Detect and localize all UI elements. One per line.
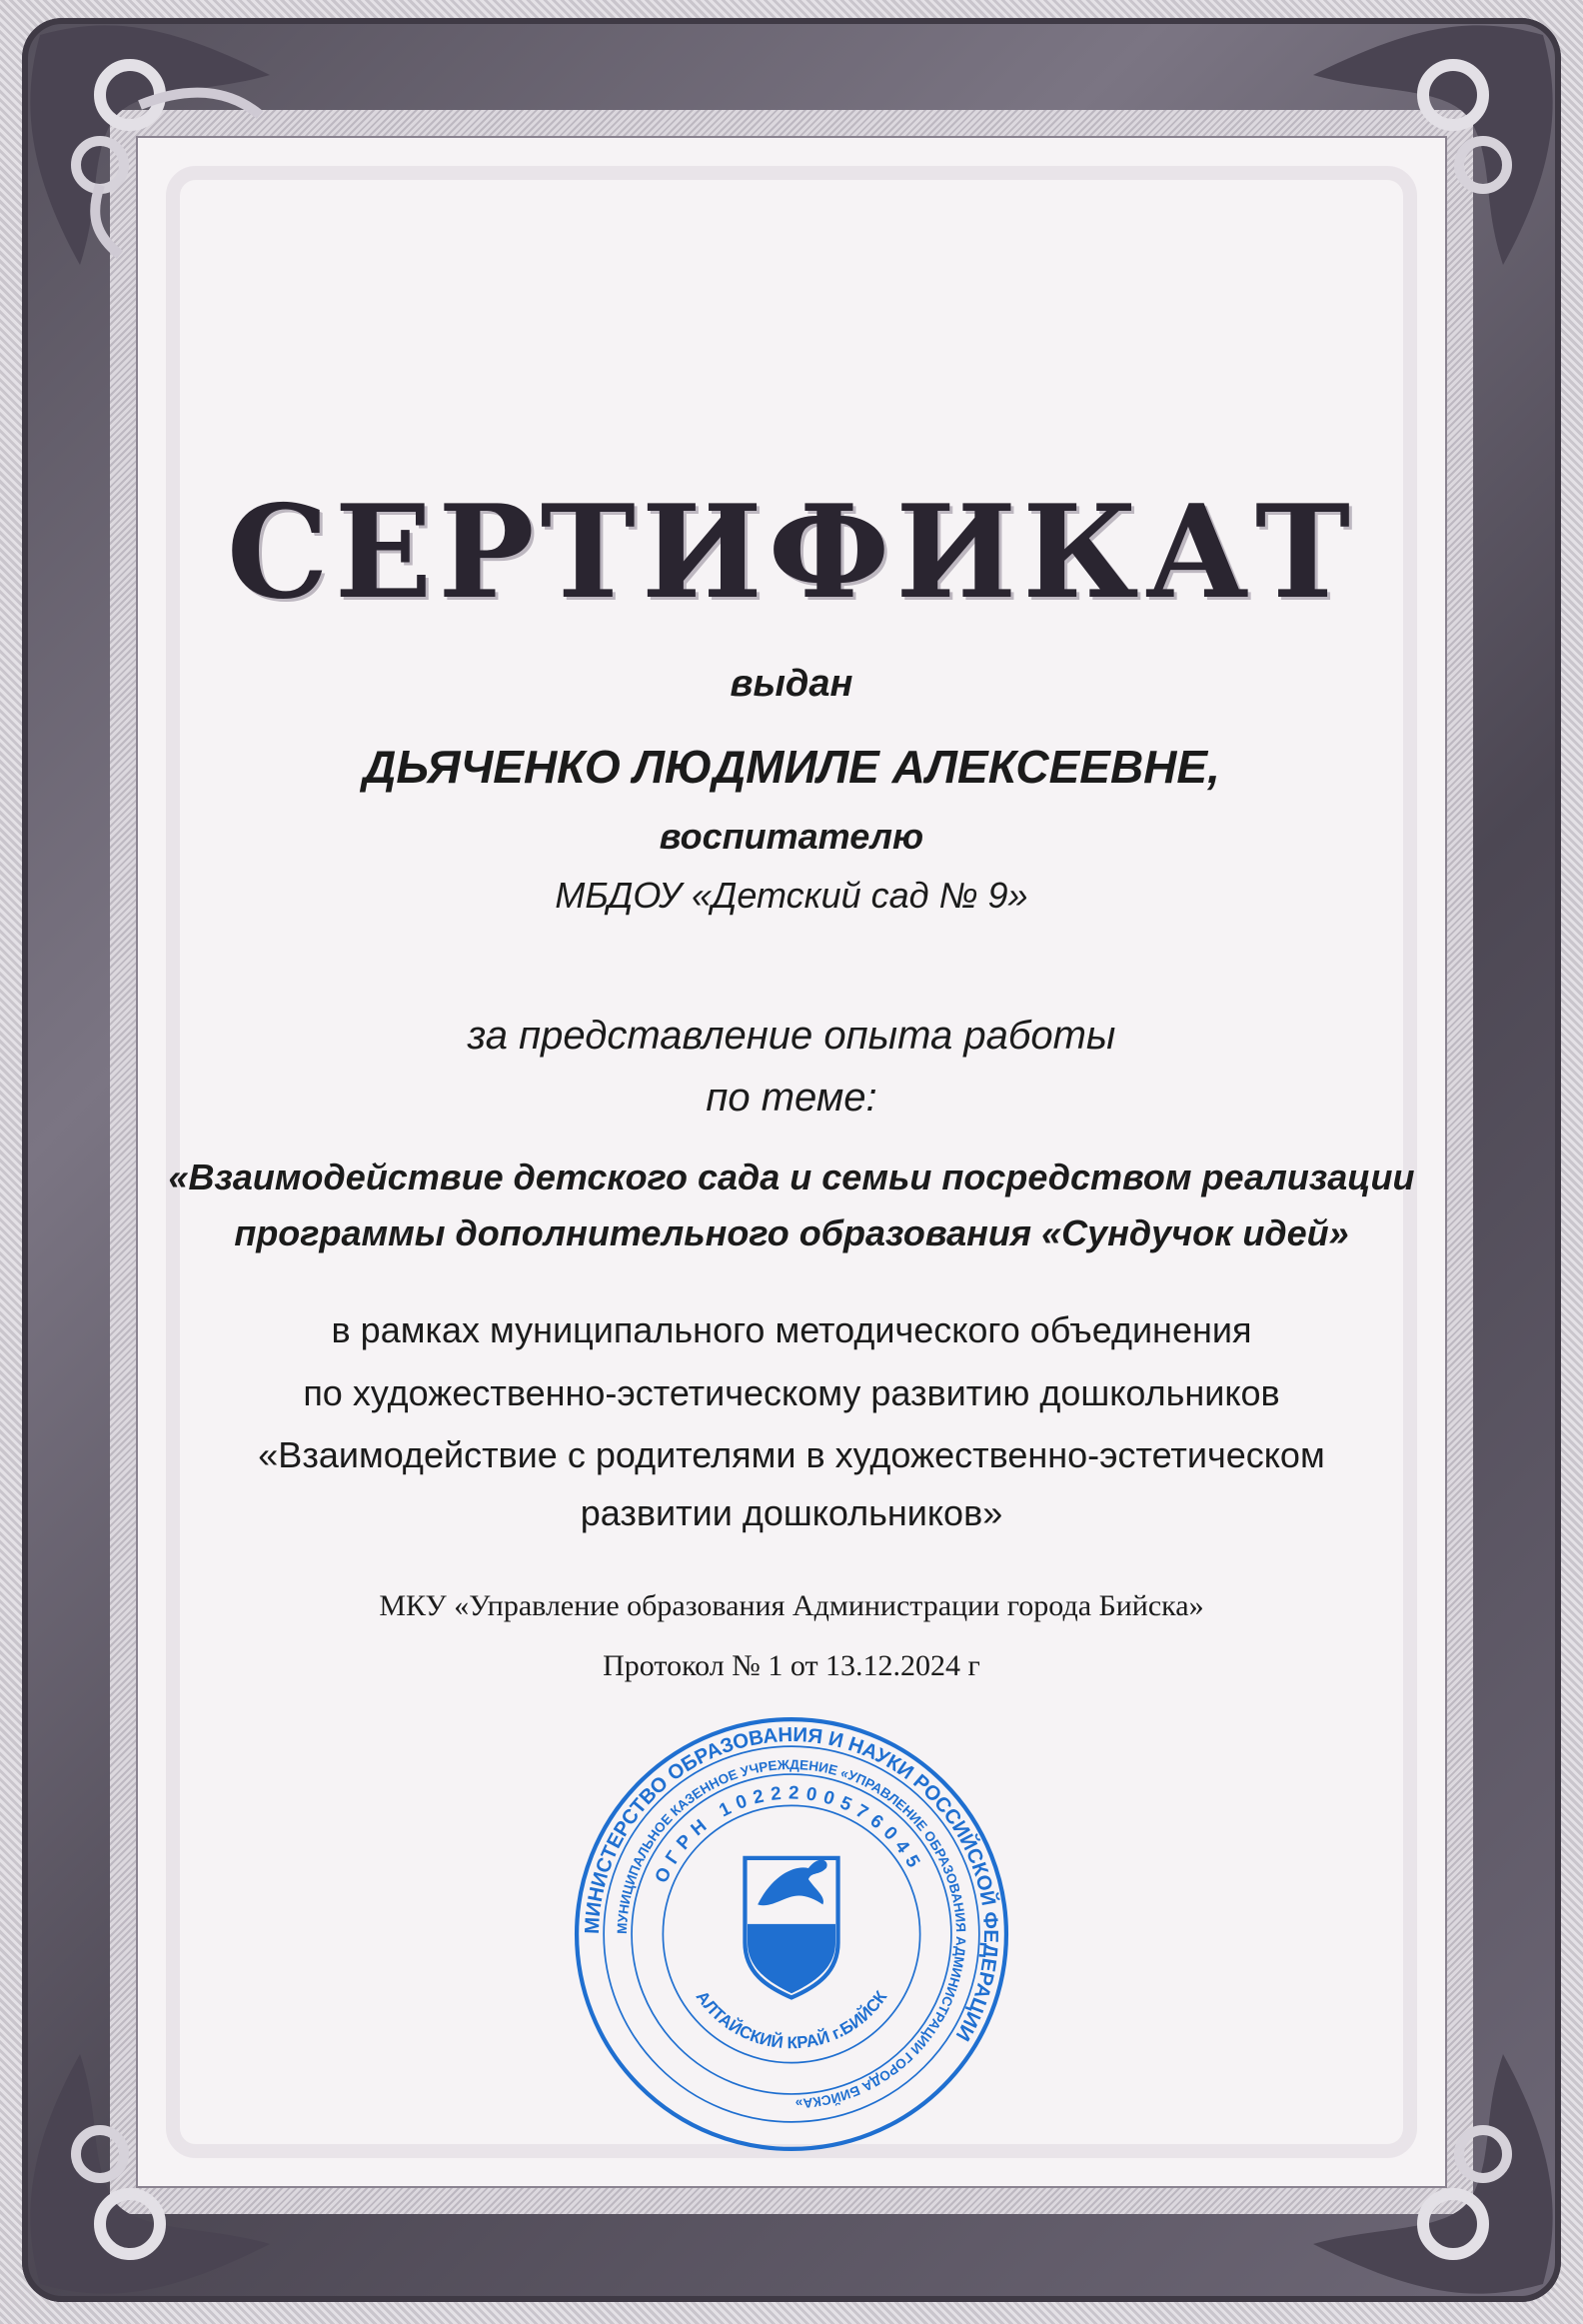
- stamp-inner-ring-text: ОГРН 1022200576045: [650, 1781, 928, 1886]
- recipient-name: ДЬЯЧЕНКО ЛЮДМИЛЕ АЛЕКСЕЕВНЕ,: [363, 741, 1220, 793]
- context-line-4: развитии дошкольников»: [580, 1492, 1003, 1533]
- stamp-bottom-text: АЛТАЙСКИЙ КРАЙ г.БИЙСК: [692, 1987, 891, 2053]
- issued-label: выдан: [730, 663, 853, 705]
- recipient-position: воспитателю: [659, 816, 924, 857]
- corner-ornament-icon: [20, 2044, 280, 2304]
- corner-ornament-icon: [1303, 15, 1563, 275]
- corner-ornament-icon: [1303, 2044, 1563, 2304]
- corner-ornament-icon: [20, 15, 280, 275]
- recipient-organization: МБДОУ «Детский сад № 9»: [555, 875, 1028, 916]
- topic-line-1: «Взаимодействие детского сада и семьи посредством реализации: [168, 1157, 1415, 1197]
- official-stamp: [572, 1714, 1011, 2154]
- horse-icon: [758, 1860, 826, 1906]
- issuer-name: МКУ «Управление образования Администрации города Бийска»: [379, 1589, 1204, 1622]
- context-line-1: в рамках муниципального методического объединения: [331, 1309, 1252, 1350]
- protocol-reference: Протокол № 1 от 13.12.2024 г: [603, 1649, 980, 1682]
- stamp-outer-ring-text: МИНИСТЕРСТВО ОБРАЗОВАНИЯ И НАУКИ РОССИЙСКОЙ ФЕДЕРАЦИИ: [581, 1723, 1002, 2045]
- topic-line-2: программы дополнительного образования «Сундучок идей»: [234, 1212, 1349, 1253]
- reason-line-1: за представление опыта работы: [467, 1014, 1116, 1058]
- reason-line-2: по теме:: [706, 1076, 877, 1120]
- certificate-title: СЕРТИФИКАТ: [226, 478, 1357, 628]
- context-line-3: «Взаимодействие с родителями в художественно-эстетическом: [258, 1434, 1325, 1475]
- context-line-2: по художественно-эстетическому развитию дошкольников: [303, 1372, 1280, 1413]
- stamp-middle-ring-text: МУНИЦИПАЛЬНОЕ КАЗЕННОЕ УЧРЕЖДЕНИЕ «УПРАВЛЕНИЕ ОБРАЗОВАНИЯ АДМИНИСТРАЦИИ ГОРОДА БИЙСКА»: [614, 1756, 969, 2111]
